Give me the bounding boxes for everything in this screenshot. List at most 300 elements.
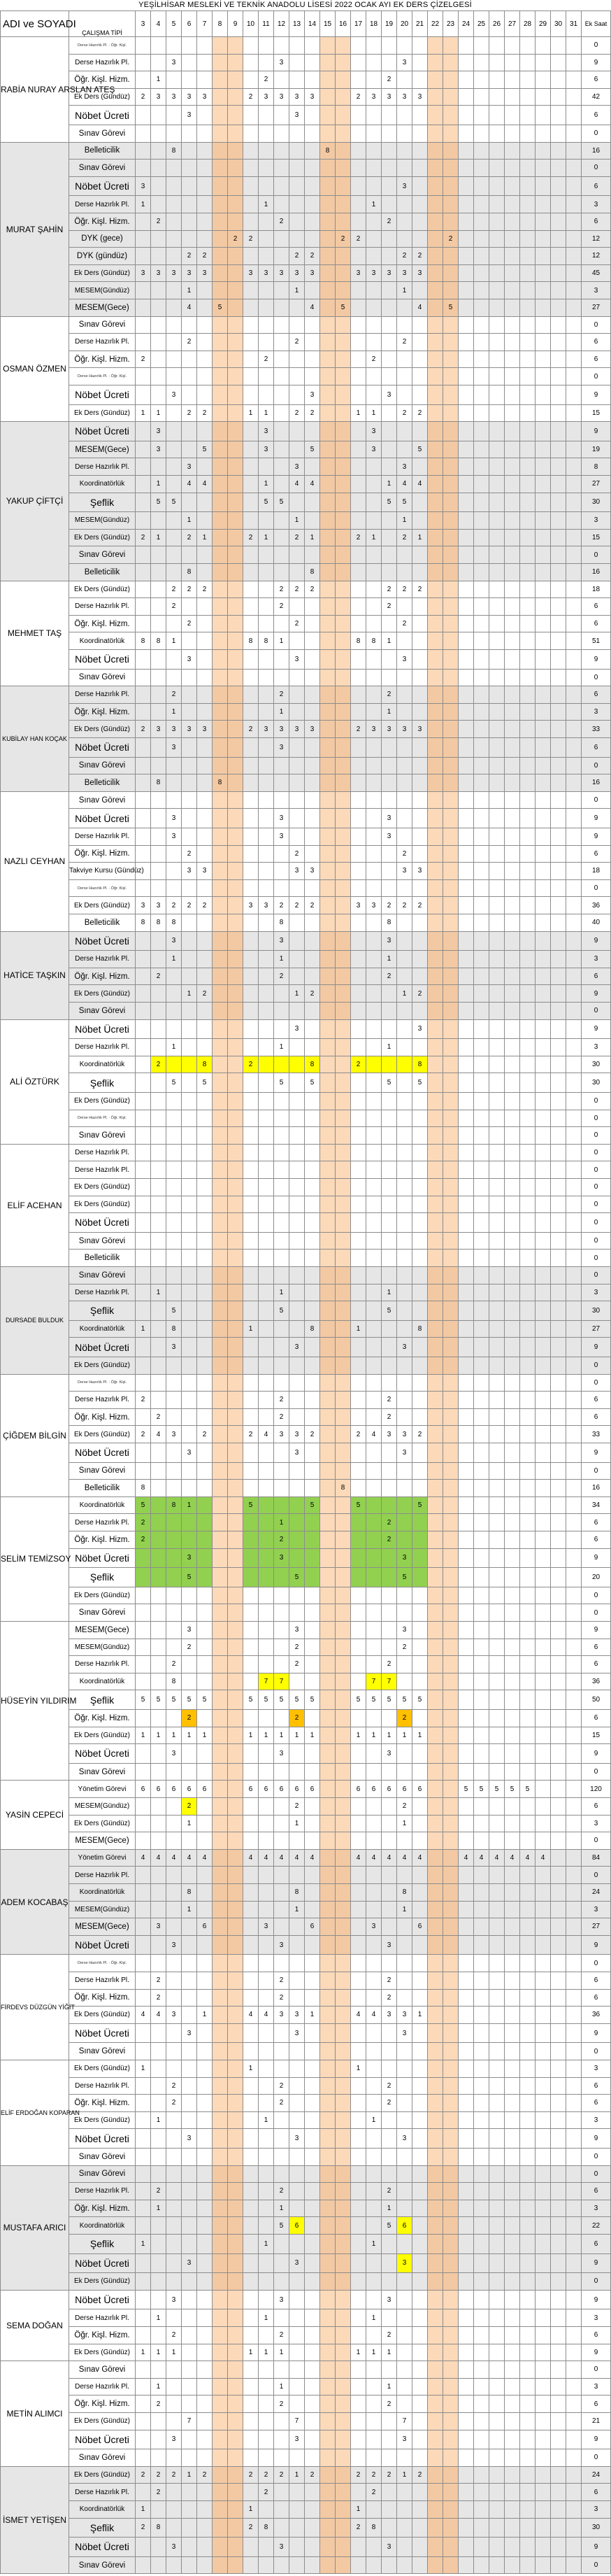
day-cell[interactable] <box>197 2412 213 2430</box>
day-cell[interactable] <box>428 1196 443 1213</box>
day-cell[interactable] <box>443 351 459 368</box>
day-cell[interactable] <box>136 385 151 404</box>
day-cell[interactable] <box>259 1144 274 1161</box>
day-cell[interactable] <box>228 2518 243 2538</box>
day-cell[interactable] <box>459 2412 474 2430</box>
day-cell[interactable] <box>412 334 428 351</box>
day-cell[interactable] <box>182 2165 197 2183</box>
day-cell[interactable] <box>474 1727 489 1744</box>
day-cell[interactable] <box>228 737 243 757</box>
day-cell[interactable] <box>336 1266 351 1284</box>
day-cell[interactable] <box>182 1002 197 1019</box>
day-cell[interactable] <box>551 1462 566 1480</box>
day-cell[interactable] <box>505 125 520 143</box>
day-cell[interactable]: 8 <box>166 1673 182 1690</box>
day-cell[interactable] <box>535 686 551 704</box>
day-cell[interactable] <box>274 1056 289 1073</box>
day-cell[interactable] <box>366 1338 382 1357</box>
day-cell[interactable]: 1 <box>366 529 382 546</box>
day-cell[interactable] <box>351 512 366 530</box>
day-cell[interactable] <box>520 1709 535 1727</box>
day-cell[interactable] <box>551 458 566 476</box>
day-cell[interactable] <box>459 1002 474 1019</box>
day-cell[interactable] <box>289 1266 305 1284</box>
day-cell[interactable] <box>197 1320 213 1338</box>
day-cell[interactable] <box>197 1621 213 1639</box>
day-cell[interactable] <box>228 931 243 951</box>
day-cell[interactable]: 2 <box>166 581 182 598</box>
day-cell[interactable] <box>197 2095 213 2112</box>
day-cell[interactable] <box>320 2290 336 2309</box>
day-cell[interactable] <box>535 1639 551 1656</box>
day-cell[interactable] <box>382 368 397 385</box>
day-cell[interactable] <box>551 757 566 774</box>
day-cell[interactable] <box>213 2060 228 2077</box>
day-cell[interactable] <box>320 1989 336 2007</box>
day-cell[interactable] <box>336 125 351 143</box>
day-cell[interactable] <box>228 1110 243 1127</box>
day-cell[interactable] <box>474 1092 489 1110</box>
day-cell[interactable] <box>566 2183 582 2200</box>
day-cell[interactable] <box>520 2378 535 2395</box>
day-cell[interactable] <box>228 863 243 880</box>
day-cell[interactable] <box>489 598 505 616</box>
day-cell[interactable] <box>535 1426 551 1443</box>
day-cell[interactable] <box>320 2077 336 2095</box>
day-cell[interactable] <box>351 1002 366 1019</box>
day-cell[interactable] <box>459 213 474 231</box>
day-cell[interactable] <box>182 1144 197 1161</box>
day-cell[interactable]: 1 <box>382 632 397 650</box>
day-cell[interactable] <box>412 914 428 931</box>
day-cell[interactable] <box>551 404 566 422</box>
day-cell[interactable] <box>551 1213 566 1233</box>
day-cell[interactable] <box>397 1161 412 1179</box>
day-cell[interactable] <box>351 809 366 828</box>
day-cell[interactable] <box>382 1480 397 1497</box>
day-cell[interactable] <box>305 1374 320 1392</box>
day-cell[interactable] <box>520 1127 535 1145</box>
day-cell[interactable] <box>305 2148 320 2165</box>
day-cell[interactable] <box>305 160 320 177</box>
day-cell[interactable] <box>505 2043 520 2060</box>
day-cell[interactable] <box>459 1480 474 1497</box>
day-cell[interactable] <box>505 774 520 792</box>
day-cell[interactable]: 2 <box>166 598 182 616</box>
day-cell[interactable] <box>259 1462 274 1480</box>
day-cell[interactable] <box>566 2060 582 2077</box>
day-cell[interactable] <box>520 1338 535 1357</box>
day-cell[interactable] <box>213 2449 228 2467</box>
day-cell[interactable] <box>505 1320 520 1338</box>
day-cell[interactable] <box>320 2395 336 2413</box>
day-cell[interactable] <box>259 809 274 828</box>
day-cell[interactable] <box>259 1709 274 1727</box>
day-cell[interactable] <box>166 160 182 177</box>
day-cell[interactable] <box>382 1320 397 1338</box>
day-cell[interactable] <box>274 2449 289 2467</box>
day-cell[interactable] <box>474 1621 489 1639</box>
day-cell[interactable] <box>182 385 197 404</box>
day-cell[interactable] <box>151 563 166 581</box>
day-cell[interactable] <box>351 441 366 458</box>
day-cell[interactable] <box>535 737 551 757</box>
day-cell[interactable] <box>428 1127 443 1145</box>
day-cell[interactable] <box>213 1955 228 1972</box>
day-cell[interactable] <box>274 334 289 351</box>
day-cell[interactable] <box>166 791 182 809</box>
day-cell[interactable] <box>213 125 228 143</box>
day-cell[interactable] <box>520 1744 535 1764</box>
day-cell[interactable] <box>259 1019 274 1039</box>
day-cell[interactable] <box>243 422 259 441</box>
day-cell[interactable] <box>551 2095 566 2112</box>
day-cell[interactable] <box>566 1639 582 1656</box>
day-cell[interactable] <box>289 2165 305 2183</box>
day-cell[interactable] <box>336 546 351 564</box>
day-cell[interactable]: 1 <box>166 703 182 721</box>
day-cell[interactable] <box>351 2430 366 2449</box>
day-cell[interactable] <box>182 2344 197 2361</box>
day-cell[interactable] <box>136 809 151 828</box>
day-cell[interactable] <box>289 2500 305 2518</box>
day-cell[interactable]: 2 <box>289 334 305 351</box>
day-cell[interactable] <box>151 1092 166 1110</box>
day-cell[interactable] <box>351 669 366 686</box>
day-cell[interactable] <box>166 1514 182 1531</box>
day-cell[interactable] <box>336 1144 351 1161</box>
day-cell[interactable] <box>428 1797 443 1815</box>
day-cell[interactable] <box>474 2500 489 2518</box>
day-cell[interactable] <box>336 1709 351 1727</box>
day-cell[interactable] <box>366 1019 382 1039</box>
day-cell[interactable] <box>366 142 382 160</box>
day-cell[interactable] <box>474 1392 489 1409</box>
day-cell[interactable] <box>474 1178 489 1196</box>
day-cell[interactable] <box>382 2165 397 2183</box>
day-cell[interactable] <box>428 334 443 351</box>
day-cell[interactable] <box>197 1639 213 1656</box>
day-cell[interactable] <box>566 1849 582 1867</box>
day-cell[interactable] <box>336 213 351 231</box>
day-cell[interactable]: 8 <box>197 1056 213 1073</box>
day-cell[interactable] <box>228 914 243 931</box>
day-cell[interactable] <box>336 1443 351 1462</box>
day-cell[interactable] <box>336 2273 351 2291</box>
day-cell[interactable]: 1 <box>136 2344 151 2361</box>
day-cell[interactable] <box>289 1604 305 1622</box>
day-cell[interactable] <box>243 1867 259 1884</box>
day-cell[interactable] <box>136 1284 151 1301</box>
day-cell[interactable]: 5 <box>274 1690 289 1710</box>
day-cell[interactable]: 2 <box>382 686 397 704</box>
day-cell[interactable] <box>243 2361 259 2379</box>
day-cell[interactable] <box>489 669 505 686</box>
day-cell[interactable] <box>136 2043 151 2060</box>
day-cell[interactable] <box>259 2290 274 2309</box>
day-cell[interactable] <box>566 2412 582 2430</box>
day-cell[interactable] <box>443 1918 459 1936</box>
day-cell[interactable] <box>166 1127 182 1145</box>
day-cell[interactable] <box>243 160 259 177</box>
day-cell[interactable] <box>397 2148 412 2165</box>
day-cell[interactable] <box>166 1357 182 1374</box>
day-cell[interactable] <box>320 2412 336 2430</box>
day-cell[interactable]: 2 <box>259 2484 274 2501</box>
day-cell[interactable] <box>428 2466 443 2484</box>
day-cell[interactable] <box>428 2449 443 2467</box>
day-cell[interactable] <box>459 230 474 248</box>
day-cell[interactable] <box>182 2290 197 2309</box>
day-cell[interactable] <box>489 615 505 632</box>
day-cell[interactable] <box>305 1709 320 1727</box>
day-cell[interactable] <box>535 264 551 282</box>
day-cell[interactable] <box>428 703 443 721</box>
day-cell[interactable] <box>459 54 474 71</box>
day-cell[interactable]: 1 <box>351 2060 366 2077</box>
day-cell[interactable] <box>566 1056 582 1073</box>
day-cell[interactable]: 1 <box>182 1901 197 1918</box>
day-cell[interactable] <box>412 1480 428 1497</box>
day-cell[interactable] <box>305 1144 320 1161</box>
day-cell[interactable] <box>412 2326 428 2344</box>
day-cell[interactable] <box>474 1514 489 1531</box>
day-cell[interactable] <box>305 598 320 616</box>
day-cell[interactable] <box>336 1426 351 1443</box>
day-cell[interactable]: 3 <box>182 2253 197 2273</box>
day-cell[interactable] <box>566 1480 582 1497</box>
day-cell[interactable]: 4 <box>259 1426 274 1443</box>
day-cell[interactable] <box>428 757 443 774</box>
day-cell[interactable] <box>535 2234 551 2253</box>
day-cell[interactable] <box>289 1357 305 1374</box>
day-cell[interactable] <box>566 1443 582 1462</box>
day-cell[interactable] <box>397 598 412 616</box>
day-cell[interactable] <box>474 299 489 316</box>
day-cell[interactable] <box>366 2412 382 2430</box>
day-cell[interactable] <box>259 1797 274 1815</box>
day-cell[interactable] <box>305 142 320 160</box>
day-cell[interactable] <box>228 1144 243 1161</box>
day-cell[interactable]: 1 <box>259 1727 274 1744</box>
day-cell[interactable] <box>397 1092 412 1110</box>
day-cell[interactable] <box>197 1357 213 1374</box>
day-cell[interactable] <box>166 282 182 299</box>
day-cell[interactable] <box>397 2361 412 2379</box>
day-cell[interactable] <box>505 1690 520 1710</box>
day-cell[interactable] <box>197 703 213 721</box>
day-cell[interactable] <box>520 1374 535 1392</box>
day-cell[interactable] <box>274 2165 289 2183</box>
day-cell[interactable]: 8 <box>166 142 182 160</box>
day-cell[interactable] <box>320 299 336 316</box>
day-cell[interactable] <box>136 2484 151 2501</box>
day-cell[interactable] <box>166 1056 182 1073</box>
day-cell[interactable] <box>412 1338 428 1357</box>
day-cell[interactable] <box>397 1918 412 1936</box>
day-cell[interactable] <box>305 1832 320 1850</box>
day-cell[interactable] <box>213 1232 228 1250</box>
day-cell[interactable]: 2 <box>197 897 213 914</box>
day-cell[interactable] <box>520 1462 535 1480</box>
day-cell[interactable] <box>566 1232 582 1250</box>
day-cell[interactable] <box>489 649 505 669</box>
day-cell[interactable] <box>182 1972 197 1989</box>
day-cell[interactable] <box>305 1883 320 1901</box>
day-cell[interactable] <box>535 615 551 632</box>
day-cell[interactable] <box>459 1426 474 1443</box>
day-cell[interactable] <box>382 2430 397 2449</box>
day-cell[interactable] <box>505 1587 520 1604</box>
day-cell[interactable] <box>505 176 520 196</box>
day-cell[interactable] <box>320 2253 336 2273</box>
day-cell[interactable] <box>243 931 259 951</box>
day-cell[interactable] <box>228 2129 243 2149</box>
day-cell[interactable] <box>320 1110 336 1127</box>
day-cell[interactable] <box>320 1763 336 1781</box>
day-cell[interactable]: 5 <box>366 1690 382 1710</box>
day-cell[interactable] <box>520 863 535 880</box>
day-cell[interactable] <box>351 2077 366 2095</box>
day-cell[interactable] <box>213 176 228 196</box>
day-cell[interactable] <box>428 1763 443 1781</box>
day-cell[interactable] <box>351 598 366 616</box>
day-cell[interactable] <box>489 632 505 650</box>
day-cell[interactable] <box>397 2378 412 2395</box>
day-cell[interactable] <box>397 2449 412 2467</box>
day-cell[interactable] <box>151 1266 166 1284</box>
day-cell[interactable] <box>505 1763 520 1781</box>
day-cell[interactable] <box>213 475 228 493</box>
day-cell[interactable] <box>459 828 474 845</box>
day-cell[interactable] <box>366 2500 382 2518</box>
day-cell[interactable]: 2 <box>412 2466 428 2484</box>
day-cell[interactable] <box>505 1443 520 1462</box>
day-cell[interactable] <box>259 563 274 581</box>
day-cell[interactable] <box>551 2449 566 2467</box>
day-cell[interactable] <box>182 546 197 564</box>
day-cell[interactable] <box>551 2148 566 2165</box>
day-cell[interactable] <box>259 2183 274 2200</box>
day-cell[interactable] <box>520 2148 535 2165</box>
day-cell[interactable] <box>459 1531 474 1548</box>
day-cell[interactable] <box>228 2111 243 2129</box>
day-cell[interactable] <box>336 441 351 458</box>
day-cell[interactable] <box>428 1548 443 1568</box>
day-cell[interactable] <box>382 774 397 792</box>
day-cell[interactable] <box>489 1604 505 1622</box>
day-cell[interactable] <box>305 2484 320 2501</box>
day-cell[interactable]: 2 <box>228 230 243 248</box>
day-cell[interactable] <box>289 299 305 316</box>
day-cell[interactable] <box>366 2217 382 2235</box>
day-cell[interactable] <box>259 2378 274 2395</box>
day-cell[interactable] <box>197 774 213 792</box>
day-cell[interactable] <box>459 1797 474 1815</box>
day-cell[interactable] <box>228 1531 243 1548</box>
day-cell[interactable] <box>428 1213 443 1233</box>
day-cell[interactable] <box>505 737 520 757</box>
day-cell[interactable] <box>228 1019 243 1039</box>
day-cell[interactable] <box>274 512 289 530</box>
day-cell[interactable] <box>459 1639 474 1656</box>
day-cell[interactable] <box>243 1883 259 1901</box>
day-cell[interactable] <box>551 2077 566 2095</box>
day-cell[interactable] <box>151 809 166 828</box>
day-cell[interactable] <box>228 1867 243 1884</box>
day-cell[interactable]: 5 <box>336 299 351 316</box>
day-cell[interactable] <box>397 757 412 774</box>
day-cell[interactable] <box>551 264 566 282</box>
day-cell[interactable]: 1 <box>289 2466 305 2484</box>
day-cell[interactable] <box>289 37 305 55</box>
day-cell[interactable] <box>412 1639 428 1656</box>
day-cell[interactable] <box>459 1110 474 1127</box>
day-cell[interactable] <box>336 703 351 721</box>
day-cell[interactable] <box>136 2326 151 2344</box>
day-cell[interactable] <box>566 863 582 880</box>
day-cell[interactable] <box>243 248 259 265</box>
day-cell[interactable] <box>320 404 336 422</box>
day-cell[interactable] <box>259 828 274 845</box>
day-cell[interactable] <box>336 1621 351 1639</box>
day-cell[interactable]: 5 <box>166 1690 182 1710</box>
day-cell[interactable] <box>136 737 151 757</box>
day-cell[interactable] <box>166 985 182 1003</box>
day-cell[interactable] <box>197 1462 213 1480</box>
day-cell[interactable] <box>197 615 213 632</box>
day-cell[interactable] <box>443 2111 459 2129</box>
day-cell[interactable] <box>459 1972 474 1989</box>
day-cell[interactable]: 2 <box>397 615 412 632</box>
day-cell[interactable] <box>243 649 259 669</box>
day-cell[interactable] <box>428 2077 443 2095</box>
day-cell[interactable] <box>474 2412 489 2430</box>
day-cell[interactable] <box>320 1727 336 1744</box>
day-cell[interactable] <box>412 142 428 160</box>
day-cell[interactable]: 3 <box>166 88 182 106</box>
day-cell[interactable] <box>535 1673 551 1690</box>
day-cell[interactable] <box>197 351 213 368</box>
day-cell[interactable] <box>320 1092 336 1110</box>
day-cell[interactable] <box>443 54 459 71</box>
day-cell[interactable] <box>213 845 228 863</box>
day-cell[interactable] <box>505 2344 520 2361</box>
day-cell[interactable] <box>428 914 443 931</box>
day-cell[interactable] <box>459 2344 474 2361</box>
day-cell[interactable] <box>412 931 428 951</box>
day-cell[interactable] <box>197 368 213 385</box>
day-cell[interactable] <box>228 1972 243 1989</box>
day-cell[interactable] <box>505 1901 520 1918</box>
day-cell[interactable] <box>489 968 505 985</box>
day-cell[interactable]: 8 <box>397 1883 412 1901</box>
day-cell[interactable]: 1 <box>289 985 305 1003</box>
day-cell[interactable] <box>566 441 582 458</box>
day-cell[interactable] <box>259 2253 274 2273</box>
day-cell[interactable] <box>351 282 366 299</box>
day-cell[interactable] <box>489 37 505 55</box>
day-cell[interactable] <box>412 2165 428 2183</box>
day-cell[interactable] <box>197 1744 213 1764</box>
day-cell[interactable] <box>489 1531 505 1548</box>
day-cell[interactable] <box>320 2007 336 2024</box>
day-cell[interactable] <box>474 2344 489 2361</box>
day-cell[interactable] <box>213 649 228 669</box>
day-cell[interactable] <box>412 1883 428 1901</box>
day-cell[interactable] <box>166 968 182 985</box>
day-cell[interactable] <box>320 230 336 248</box>
